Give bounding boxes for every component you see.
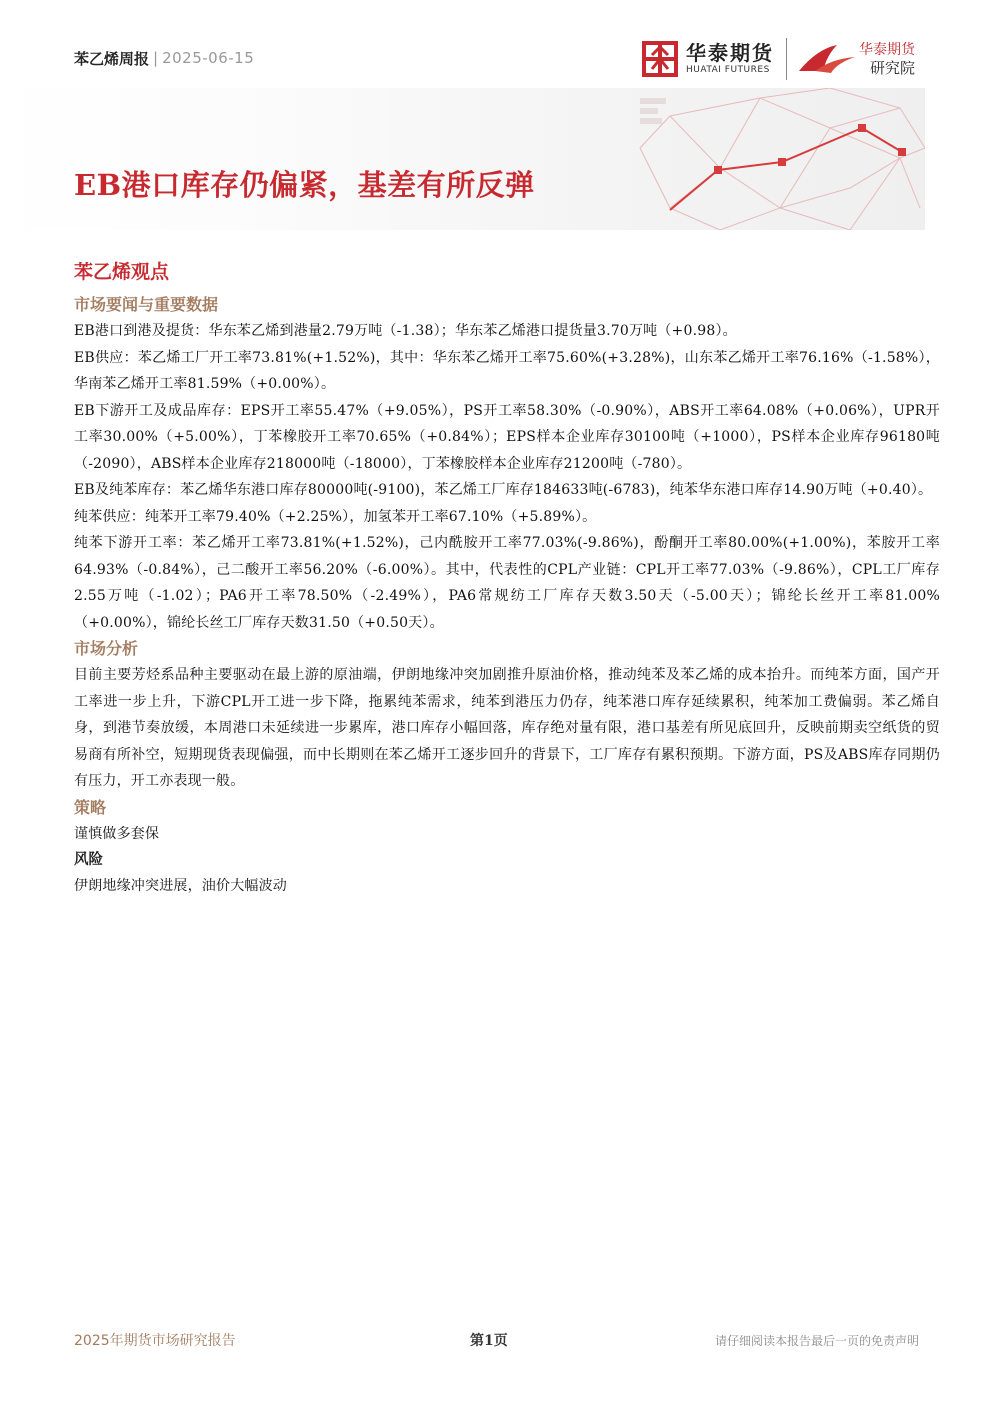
strategy-heading: 策略 xyxy=(74,797,107,817)
news-item: 纯苯下游开工率：苯乙烯开工率73.81%(+1.52%)，己内酰胺开工率77.03%(-9.86%)，酚酮开工率80.00%(+1.00%)，苯胺开工率64.93%（-0.84%），己二酸开工率56.20%（-6.00%）。其中，代表性的CPL产业链：CPL开工率77.03%（-9.86%），CPL工厂库存2.55万吨（-1.02）；PA6开工率78.50%（-2.49%），PA6常规纺工厂库存天数3.50天（-5.00天）；锦纶长丝开工率81.00%（+0.00%），锦纶长丝工厂库存天数31.50（+0.50天）。 xyxy=(74,535,940,631)
news-item: EB供应：苯乙烯工厂开工率73.81%(+1.52%)，其中：华东苯乙烯开工率75.60%(+3.28%)，山东苯乙烯开工率76.16%（-1.58%），华南苯乙烯开工率81.59%（+0.00%）。 xyxy=(74,349,940,392)
page-footer xyxy=(74,1330,919,1354)
report-body xyxy=(74,258,940,900)
header-separator: | xyxy=(153,49,159,67)
news-item: EB下游开工及成品库存：EPS开工率55.47%（+9.05%），PS开工率58.30%（-0.90%），ABS开工率64.08%（+0.06%），UPR开工率30.00%（+5.00%），丁苯橡胶开工率70.65%（+0.84%）；EPS样本企业库存30100吨（+1000），PS样本企业库存96180吨（-2090），ABS样本企业库存218000吨（-18000），丁苯橡胶样本企业库存21200吨（-780）。 xyxy=(74,402,940,472)
report-title: EB港口库存仍偏紧，基差有所反弹 xyxy=(74,168,535,202)
logo-english-name: HUATAI FUTURES xyxy=(686,65,770,75)
report-kind: 苯乙烯周报 xyxy=(74,49,150,68)
analysis-heading: 市场分析 xyxy=(74,639,139,658)
company-logo xyxy=(642,38,915,80)
news-item: EB港口到港及提货：华东苯乙烯到港量2.79万吨（-1.38）；华东苯乙烯港口提货量3.70万吨（+0.98）。 xyxy=(74,323,737,339)
risk-heading: 风险 xyxy=(74,852,103,868)
disclaimer-note: 请仔细阅读本报告最后一页的免责声明 xyxy=(714,1334,919,1348)
institute-logo-icon xyxy=(797,41,857,77)
institute-name-line2: 研究院 xyxy=(869,58,915,77)
page-number: 第1页 xyxy=(470,1333,508,1349)
risk-text: 伊朗地缘冲突进展，油价大幅波动 xyxy=(74,878,287,894)
news-item: 纯苯供应：纯苯开工率79.40%（+2.25%），加氢苯开工率67.10%（+5.89%）。 xyxy=(74,508,597,525)
footer-report-name: 2025年期货市场研究报告 xyxy=(74,1333,236,1349)
network-decoration-icon xyxy=(600,88,925,230)
section-title: 苯乙烯观点 xyxy=(74,261,170,283)
title-banner xyxy=(0,88,925,230)
news-heading: 市场要闻与重要数据 xyxy=(74,295,219,314)
logo-chinese-name: 华泰期货 xyxy=(686,41,774,65)
analysis-text: 目前主要芳烃系品种主要驱动在最上游的原油端，伊朗地缘冲突加剧推升原油价格，推动纯苯及苯乙烯的成本抬升。而纯苯方面，国产开工率进一步上升，下游CPL开工进一步下降，拖累纯苯需求，纯苯到港压力仍存，纯苯港口库存延续累积，纯苯加工费偏弱。苯乙烯自身，到港节奏放缓，本周港口未延续进一步累库，港口库存小幅回落，库存绝对量有限，港口基差有所见底回升，反映前期卖空纸货的贸易商有所补空，短期现货表现偏强，而中长期则在苯乙烯开工逐步回升的背景下，工厂库存有累积预期。下游方面，PS及ABS库存同期仍有压力，开工亦表现一般。 xyxy=(74,667,940,789)
institute-name-line1: 华泰期货 xyxy=(859,41,915,58)
strategy-text: 谨慎做多套保 xyxy=(74,825,160,842)
huatai-logo-icon xyxy=(642,41,678,77)
logo-divider xyxy=(786,38,787,80)
report-header xyxy=(74,46,254,70)
report-date: 2025-06-15 xyxy=(162,49,255,67)
news-item: EB及纯苯库存：苯乙烯华东港口库存80000吨(-9100)，苯乙烯工厂库存184633吨(-6783)，纯苯华东港口库存14.90万吨（+0.40）。 xyxy=(74,482,933,498)
